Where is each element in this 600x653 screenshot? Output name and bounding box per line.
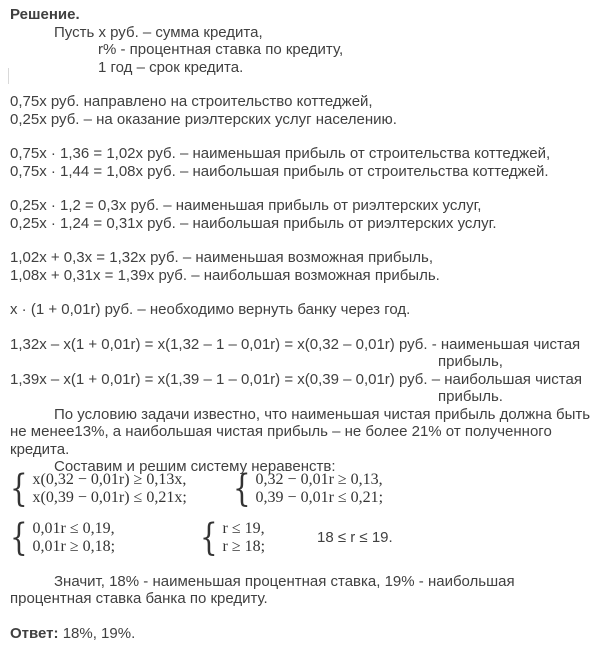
- system-2-bottom: 0,39 − 0,01r ≤ 0,21;: [255, 488, 384, 506]
- system-brace-icon: {: [200, 515, 218, 559]
- condition-line-1: По условию задачи известно, что наименьшая чистая прибыль должна быть: [54, 405, 591, 423]
- system-1-bottom: x(0,39 − 0,01r) ≤ 0,21x;: [32, 488, 187, 506]
- system-1: [10, 466, 233, 510]
- intro-line-2: r% - процентная ставка по кредиту,: [98, 41, 344, 58]
- condition-line-3: кредита.: [10, 440, 70, 458]
- system-4-top: r ≤ 19,: [222, 519, 265, 537]
- intro-line-1: Пусть x руб. – сумма кредита,: [54, 23, 263, 41]
- conclusion-line-2: процентная ставка банка по кредиту.: [10, 590, 268, 607]
- condition-line-2: не менее13%, а наибольшая чистая прибыль – не более 21% от полученного: [10, 423, 552, 440]
- net-profit-line-1: 1,32x – x(1 + 0,01r) = x(1,32 – 1 – 0,01r) = x(0,32 – 0,01r) руб. - наименьшая чистая: [10, 335, 581, 353]
- answer-label: Ответ:: [10, 624, 59, 642]
- scan-artifact: [8, 68, 9, 84]
- allocation-line-1: 0,75x руб. направлено на строительство коттеджей,: [10, 93, 373, 110]
- cottages-profit-line-2: 0,75x · 1,44 = 1,08x руб. – наибольшая прибыль от строительства коттеджей.: [10, 162, 549, 180]
- system-4-bottom: r ≥ 18;: [222, 537, 266, 555]
- system-3-bottom: 0,01r ≥ 0,18;: [32, 537, 116, 555]
- system-2: [233, 466, 384, 510]
- net-profit-line-2-cont: прибыль.: [438, 388, 503, 405]
- realty-profit-line-1: 0,25x · 1,2 = 0,3x руб. – наименьшая прибыль от риэлтерских услуг,: [10, 197, 482, 214]
- system-intro-line: Составим и решим систему неравенств:: [54, 458, 336, 475]
- answer-value: 18%, 19%.: [62, 624, 136, 642]
- total-profit-line-1: 1,02x + 0,3x = 1,32x руб. – наименьшая возможная прибыль,: [10, 249, 434, 266]
- net-profit-line-1-cont: прибыль,: [438, 353, 503, 370]
- system-3-top: 0,01r ≤ 0,19,: [32, 519, 115, 537]
- answer-line: [10, 625, 576, 643]
- intro-line-3: 1 год – срок кредита.: [98, 58, 244, 76]
- system-2-top: 0,32 − 0,01r ≥ 0,13,: [255, 470, 383, 488]
- system-result: 18 ≤ r ≤ 19.: [317, 528, 393, 546]
- system-4: [200, 515, 317, 559]
- system-brace-icon: {: [233, 466, 251, 510]
- conclusion-line-1: Значит, 18% - наименьшая процентная ставка, 19% - наибольшая: [54, 572, 515, 590]
- inequality-systems-row-2: [10, 515, 576, 559]
- realty-profit-line-2: 0,25x · 1,24 = 0,31x руб. – наибольшая прибыль от риэлтерских услуг.: [10, 214, 497, 232]
- net-profit-line-2: 1,39x – x(1 + 0,01r) = x(1,39 – 1 – 0,01r) = x(0,39 – 0,01r) руб. – наибольшая чистая: [10, 370, 582, 388]
- system-1-top: x(0,32 − 0,01r) ≥ 0,13x,: [32, 470, 187, 488]
- solution-heading: Решение.: [10, 6, 80, 23]
- system-brace-icon: {: [10, 466, 28, 510]
- system-brace-icon: {: [10, 515, 28, 559]
- allocation-line-2: 0,25x руб. – на оказание риэлтерских услуг населению.: [10, 110, 397, 128]
- system-3: [10, 515, 200, 559]
- total-profit-line-2: 1,08x + 0,31x = 1,39x руб. – наибольшая возможная прибыль.: [10, 266, 440, 284]
- cottages-profit-line-1: 0,75x · 1,36 = 1,02x руб. – наименьшая прибыль от строительства коттеджей,: [10, 145, 551, 162]
- bank-return-line: x · (1 + 0,01r) руб. – необходимо вернуть банку через год.: [10, 301, 411, 318]
